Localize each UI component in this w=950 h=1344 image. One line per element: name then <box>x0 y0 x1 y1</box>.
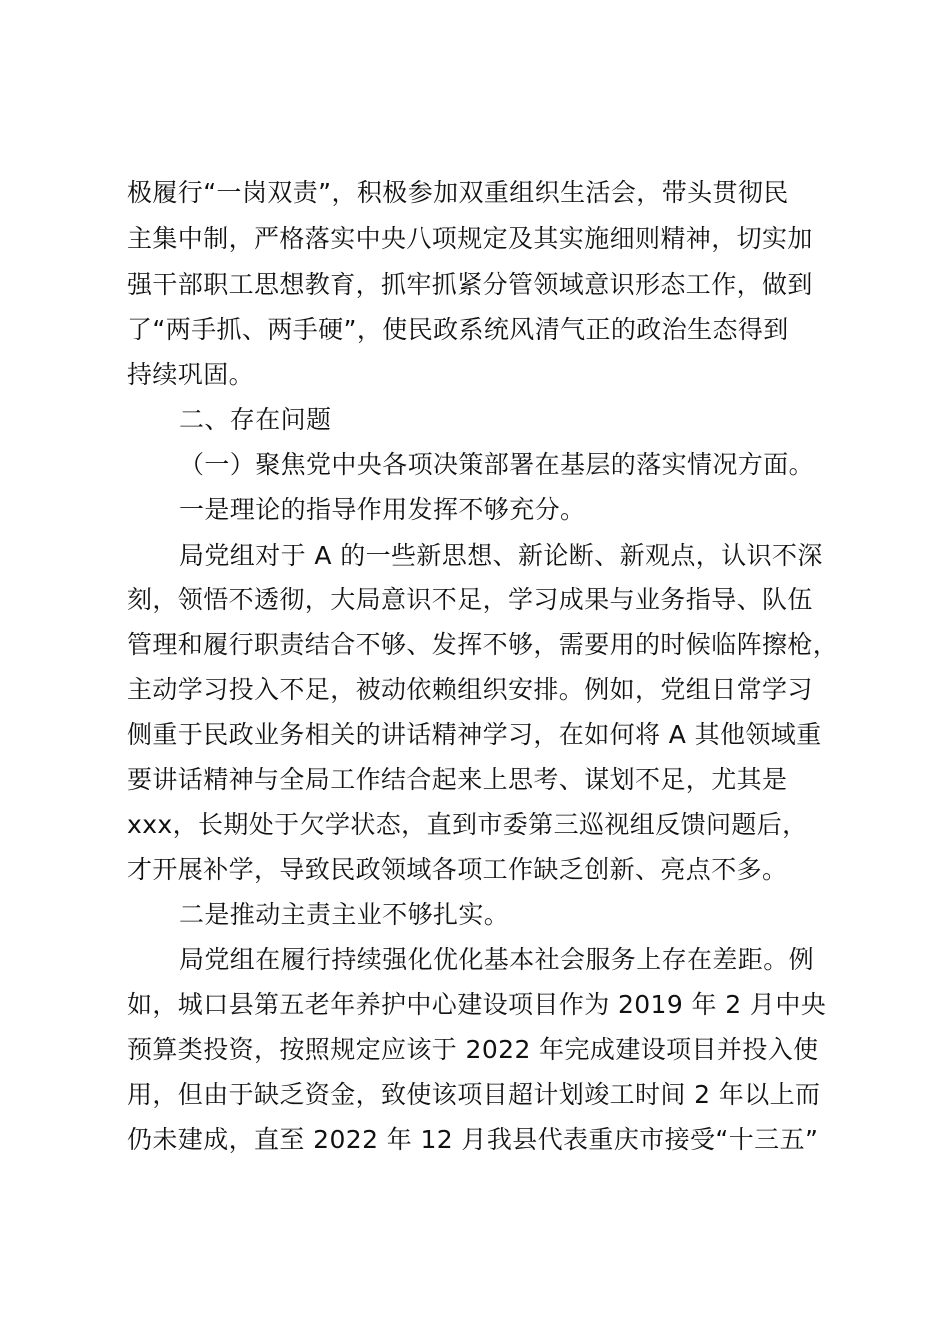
body-text-line: 主动学习投入不足，被动依赖组织安排。例如，党组日常学习 <box>127 675 813 704</box>
body-text-line: 强干部职工思想教育，抓牢抓紧分管领域意识形态工作，做到 <box>127 270 813 299</box>
body-text-line: 极履行“一岗双责”，积极参加双重组织生活会，带头贯彻民 <box>127 178 789 207</box>
body-text-line: 刻，领悟不透彻，大局意识不足，学习成果与业务指导、队伍 <box>127 585 813 614</box>
body-text-line: 要讲话精神与全局工作结合起来上思考、谋划不足，尤其是 <box>127 765 788 794</box>
body-text-line: 仍未建成，直至 2022 年 12 月我县代表重庆市接受“十三五” <box>127 1125 819 1154</box>
body-text-line: xxx，长期处于欠学状态，直到市委第三巡视组反馈问题后， <box>127 810 808 839</box>
body-text-line: 管理和履行职责结合不够、发挥不够，需要用的时候临阵擦枪， <box>127 630 839 659</box>
body-text-line: 持续巩固。 <box>127 360 255 389</box>
body-text-line: 用，但由于缺乏资金，致使该项目超计划竣工时间 2 年以上而 <box>127 1080 821 1109</box>
body-text-line: 如，城口县第五老年养护中心建设项目作为 2019 年 2 月中央 <box>127 990 827 1019</box>
body-text-line: 才开展补学，导致民政领域各项工作缺乏创新、亮点不多。 <box>127 855 788 884</box>
point-heading: 一是理论的指导作用发挥不够充分。 <box>179 495 586 524</box>
body-text-line: 了“两手抓、两手硬”，使民政系统风清气正的政治生态得到 <box>127 315 789 344</box>
section-heading: 二、存在问题 <box>179 405 332 434</box>
body-text-line: 主集中制，严格落实中央八项规定及其实施细则精神，切实加 <box>127 224 813 253</box>
point-heading: 二是推动主责主业不够扎实。 <box>179 900 510 929</box>
subsection-heading: （一）聚焦党中央各项决策部署在基层的落实情况方面。 <box>179 450 815 479</box>
body-text-line: 局党组在履行持续强化优化基本社会服务上存在差距。例 <box>179 945 815 974</box>
body-text-line: 局党组对于 A 的一些新思想、新论断、新观点，认识不深 <box>179 541 823 570</box>
body-text-line: 预算类投资，按照规定应该于 2022 年完成建设项目并投入使 <box>127 1035 819 1064</box>
body-text-line: 侧重于民政业务相关的讲话精神学习，在如何将 A 其他领域重 <box>127 720 822 749</box>
